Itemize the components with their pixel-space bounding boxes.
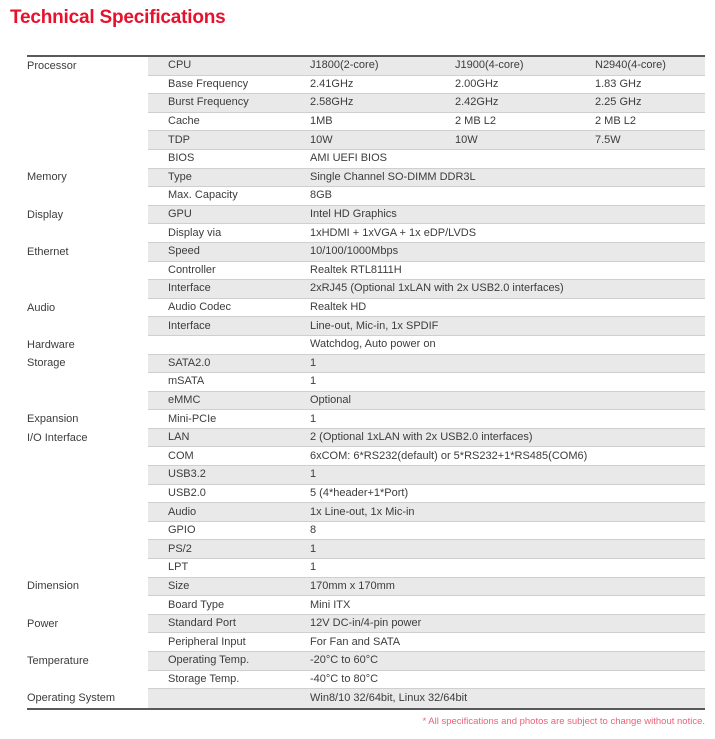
spec-label: Cache bbox=[168, 116, 200, 128]
spec-label: Speed bbox=[168, 246, 200, 258]
spec-label: Size bbox=[168, 580, 190, 592]
spec-label: PS/2 bbox=[168, 543, 192, 555]
table-row bbox=[27, 206, 705, 225]
spec-label: Mini-PCIe bbox=[168, 413, 217, 425]
spec-label: Operating Temp. bbox=[168, 655, 250, 667]
table-row bbox=[27, 317, 705, 336]
spec-value: Line-out, Mic-in, 1x SPDIF bbox=[310, 320, 439, 332]
spec-value: Realtek HD bbox=[310, 302, 367, 314]
row-body bbox=[148, 150, 705, 169]
category-label: Display bbox=[27, 208, 64, 221]
spec-label: Storage Temp. bbox=[168, 673, 240, 685]
row-body bbox=[148, 355, 705, 374]
table-row bbox=[27, 652, 705, 671]
spec-label: Max. Capacity bbox=[168, 190, 238, 202]
row-body bbox=[148, 559, 705, 578]
spec-label: USB2.0 bbox=[168, 487, 206, 499]
spec-value: 2 (Optional 1xLAN with 2x USB2.0 interfaces) bbox=[310, 432, 533, 444]
category-label: Power bbox=[27, 617, 59, 630]
spec-value: N2940(4-core) bbox=[595, 60, 666, 72]
spec-label: Standard Port bbox=[168, 618, 236, 630]
spec-value: 8GB bbox=[310, 190, 333, 202]
category-label bbox=[27, 262, 148, 281]
row-body bbox=[148, 317, 705, 336]
row-body bbox=[148, 447, 705, 466]
spec-value: 10W bbox=[455, 134, 478, 146]
category-label bbox=[27, 373, 148, 392]
spec-label: Controller bbox=[168, 264, 216, 276]
spec-value: 1 bbox=[310, 357, 317, 369]
row-body bbox=[148, 224, 705, 243]
spec-label: Interface bbox=[168, 320, 211, 332]
spec-value: Intel HD Graphics bbox=[310, 209, 397, 221]
row-body bbox=[148, 280, 705, 299]
row-body bbox=[148, 299, 705, 318]
category-label: Hardware bbox=[27, 338, 75, 351]
spec-value: 1MB bbox=[310, 116, 333, 128]
table-row bbox=[27, 615, 705, 634]
category-label: Temperature bbox=[27, 654, 89, 667]
row-body bbox=[148, 262, 705, 281]
table-row bbox=[27, 299, 705, 318]
spec-table bbox=[27, 55, 705, 710]
spec-value: -40°C to 80°C bbox=[310, 673, 379, 685]
row-body bbox=[148, 578, 705, 597]
table-row bbox=[27, 503, 705, 522]
category-label bbox=[27, 447, 148, 466]
spec-label: GPU bbox=[168, 209, 192, 221]
spec-label: mSATA bbox=[168, 376, 205, 388]
spec-value: Single Channel SO-DIMM DDR3L bbox=[310, 171, 476, 183]
table-row bbox=[27, 262, 705, 281]
spec-value: Mini ITX bbox=[310, 599, 351, 611]
table-row bbox=[27, 447, 705, 466]
spec-value: 2 MB L2 bbox=[455, 116, 496, 128]
row-body bbox=[148, 131, 705, 150]
spec-label: GPIO bbox=[168, 525, 196, 537]
spec-value: 170mm x 170mm bbox=[310, 580, 395, 592]
category-label: I/O Interface bbox=[27, 431, 88, 444]
spec-label: Type bbox=[168, 171, 192, 183]
category-label bbox=[27, 559, 148, 578]
row-body bbox=[148, 503, 705, 522]
row-body bbox=[148, 187, 705, 206]
category-label: Dimension bbox=[27, 580, 79, 593]
spec-value: 1 bbox=[310, 562, 317, 574]
row-body bbox=[148, 652, 705, 671]
table-row bbox=[27, 540, 705, 559]
category-label: Ethernet bbox=[27, 245, 69, 258]
table-row bbox=[27, 150, 705, 169]
spec-value: 1 bbox=[310, 413, 317, 425]
category-label bbox=[27, 76, 148, 95]
spec-value: -20°C to 60°C bbox=[310, 655, 379, 667]
table-row bbox=[27, 633, 705, 652]
spec-value: 2.25 GHz bbox=[595, 97, 642, 109]
row-body bbox=[148, 392, 705, 411]
spec-value: 6xCOM: 6*RS232(default) or 5*RS232+1*RS485(COM6) bbox=[310, 450, 588, 462]
spec-label: Base Frequency bbox=[168, 78, 249, 90]
row-body bbox=[148, 633, 705, 652]
row-body bbox=[148, 410, 705, 429]
spec-value: 1 bbox=[310, 469, 317, 481]
category-label bbox=[27, 485, 148, 504]
table-row bbox=[27, 355, 705, 374]
table-row bbox=[27, 671, 705, 690]
category-label bbox=[27, 94, 148, 113]
spec-label: Board Type bbox=[168, 599, 225, 611]
spec-value: 7.5W bbox=[595, 134, 621, 146]
spec-value: Realtek RTL8111H bbox=[310, 264, 402, 276]
spec-value: Watchdog, Auto power on bbox=[310, 339, 436, 351]
spec-value: Optional bbox=[310, 394, 351, 406]
row-body bbox=[148, 596, 705, 615]
table-row bbox=[27, 113, 705, 132]
spec-label: Burst Frequency bbox=[168, 97, 249, 109]
spec-value: AMI UEFI BIOS bbox=[310, 153, 388, 165]
spec-value: 1x Line-out, 1x Mic-in bbox=[310, 506, 415, 518]
row-body bbox=[148, 466, 705, 485]
row-body bbox=[148, 373, 705, 392]
category-label bbox=[27, 633, 148, 652]
spec-label: CPU bbox=[168, 60, 192, 72]
category-label bbox=[27, 150, 148, 169]
table-row bbox=[27, 76, 705, 95]
table-row bbox=[27, 392, 705, 411]
category-label bbox=[27, 317, 148, 336]
category-label: Memory bbox=[27, 171, 67, 184]
spec-label: Display via bbox=[168, 227, 222, 239]
spec-value: 1xHDMI + 1xVGA + 1x eDP/LVDS bbox=[310, 227, 477, 239]
spec-value: 1 bbox=[310, 543, 317, 555]
spec-label: BIOS bbox=[168, 153, 195, 165]
table-row bbox=[27, 57, 705, 76]
table-row bbox=[27, 596, 705, 615]
row-body bbox=[148, 429, 705, 448]
spec-value: 2.58GHz bbox=[310, 97, 354, 109]
spec-value: 12V DC-in/4-pin power bbox=[310, 618, 422, 630]
table-row bbox=[27, 94, 705, 113]
row-body bbox=[148, 689, 705, 708]
category-label bbox=[27, 466, 148, 485]
spec-label: Interface bbox=[168, 283, 211, 295]
category-label bbox=[27, 187, 148, 206]
spec-label: LAN bbox=[168, 432, 190, 444]
page-title: Technical Specifications bbox=[10, 7, 226, 28]
row-body bbox=[148, 113, 705, 132]
spec-value: 10W bbox=[310, 134, 333, 146]
category-label bbox=[27, 392, 148, 411]
spec-value: 1 bbox=[310, 376, 317, 388]
table-row bbox=[27, 578, 705, 597]
table-row bbox=[27, 373, 705, 392]
row-body bbox=[148, 243, 705, 262]
spec-value: J1900(4-core) bbox=[455, 60, 524, 72]
table-row bbox=[27, 131, 705, 150]
table-row bbox=[27, 280, 705, 299]
category-label: Audio bbox=[27, 301, 56, 314]
category-label: Processor bbox=[27, 59, 77, 72]
row-body bbox=[148, 671, 705, 690]
category-label bbox=[27, 224, 148, 243]
table-row bbox=[27, 429, 705, 448]
row-body bbox=[148, 522, 705, 541]
row-body bbox=[148, 485, 705, 504]
spec-label: COM bbox=[168, 450, 194, 462]
table-row bbox=[27, 485, 705, 504]
spec-value: 2.42GHz bbox=[455, 97, 499, 109]
table-row bbox=[27, 466, 705, 485]
spec-value: 2 MB L2 bbox=[595, 116, 636, 128]
spec-value: 2.00GHz bbox=[455, 78, 499, 90]
spec-value: 1.83 GHz bbox=[595, 78, 642, 90]
row-body bbox=[148, 94, 705, 113]
category-label: Expansion bbox=[27, 413, 79, 426]
spec-value: Win8/10 32/64bit, Linux 32/64bit bbox=[310, 692, 468, 704]
spec-label: eMMC bbox=[168, 394, 201, 406]
row-body bbox=[148, 169, 705, 188]
table-row bbox=[27, 410, 705, 429]
category-label bbox=[27, 503, 148, 522]
table-row bbox=[27, 169, 705, 188]
spec-value: For Fan and SATA bbox=[310, 636, 401, 648]
category-label bbox=[27, 280, 148, 299]
spec-value: 2xRJ45 (Optional 1xLAN with 2x USB2.0 interfaces) bbox=[310, 283, 564, 295]
row-body bbox=[148, 336, 705, 355]
spec-label: Audio Codec bbox=[168, 302, 231, 314]
table-row bbox=[27, 224, 705, 243]
category-label: Operating System bbox=[27, 691, 116, 704]
spec-value: J1800(2-core) bbox=[310, 60, 379, 72]
spec-label: SATA2.0 bbox=[168, 357, 211, 369]
spec-label: Peripheral Input bbox=[168, 636, 246, 648]
table-row bbox=[27, 187, 705, 206]
category-label: Storage bbox=[27, 357, 66, 370]
category-label bbox=[27, 522, 148, 541]
category-label bbox=[27, 113, 148, 132]
spec-value: 8 bbox=[310, 525, 317, 537]
category-label bbox=[27, 540, 148, 559]
spec-value: 5 (4*header+1*Port) bbox=[310, 487, 409, 499]
spec-label: Audio bbox=[168, 506, 197, 518]
table-row bbox=[27, 243, 705, 262]
table-row bbox=[27, 559, 705, 578]
footnote: * All specifications and photos are subject to change without notice. bbox=[422, 715, 705, 727]
spec-value: 2.41GHz bbox=[310, 78, 354, 90]
category-label bbox=[27, 131, 148, 150]
row-body bbox=[148, 540, 705, 559]
category-label bbox=[27, 596, 148, 615]
table-row bbox=[27, 689, 705, 708]
row-body bbox=[148, 615, 705, 634]
category-label bbox=[27, 671, 148, 690]
row-body bbox=[148, 206, 705, 225]
row-body bbox=[148, 57, 705, 76]
table-row bbox=[27, 522, 705, 541]
spec-label: USB3.2 bbox=[168, 469, 206, 481]
spec-label: TDP bbox=[168, 134, 190, 146]
spec-value: 10/100/1000Mbps bbox=[310, 246, 399, 258]
spec-label: LPT bbox=[168, 562, 189, 574]
table-row bbox=[27, 336, 705, 355]
row-body bbox=[148, 76, 705, 95]
